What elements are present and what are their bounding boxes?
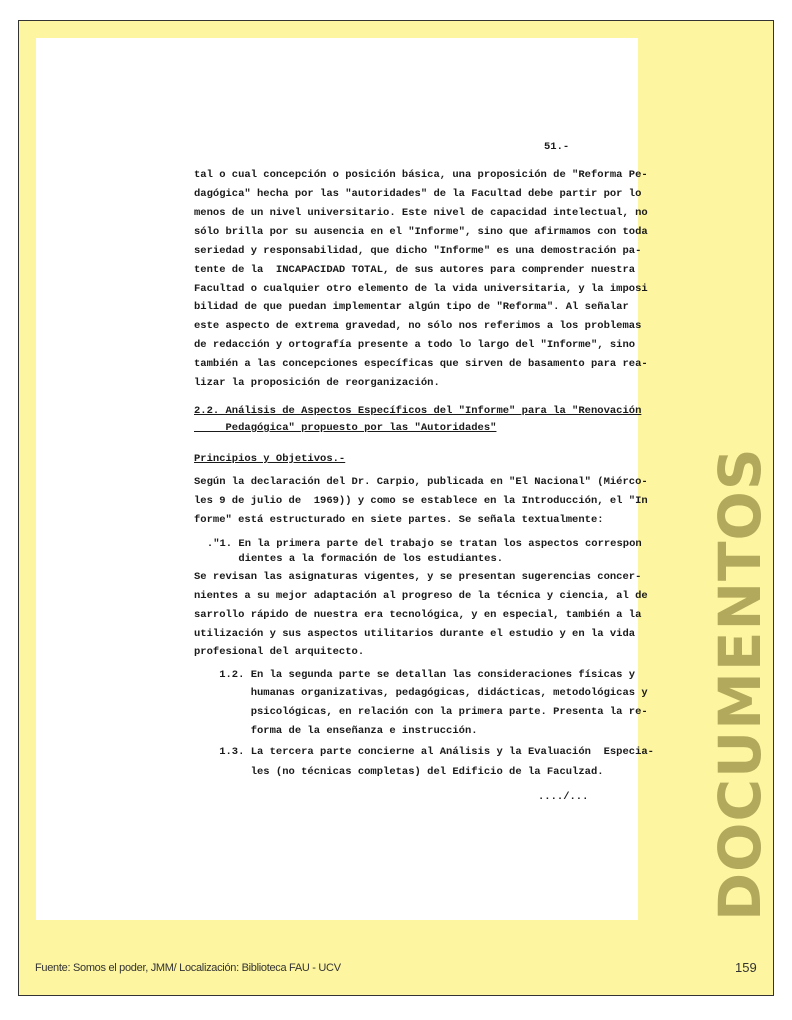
list-item: 1.3. La tercera parte concierne al Análisis y la Evaluación Especia- — [194, 746, 654, 758]
text-line: les 9 de julio de 1969)) y como se establece en la Introducción, el "In — [194, 495, 648, 507]
text-line: nientes a su mejor adaptación al progreso de la técnica y ciencia, al de — [194, 590, 648, 602]
text-line: profesional del arquitecto. — [194, 646, 365, 658]
text-line: menos de un nivel universitario. Este nivel de capacidad intelectual, no — [194, 207, 648, 219]
text-line: Según la declaración del Dr. Carpio, publicada en "El Nacional" (Miérco- — [194, 476, 648, 488]
list-item: ."1. En la primera parte del trabajo se tratan los aspectos correspon — [188, 538, 642, 550]
text-line: sólo brilla por su ausencia en el "Informe", sino que afirmamos con toda — [194, 226, 648, 238]
section-heading: Pedagógica" propuesto por las "Autoridades" — [194, 422, 497, 434]
page-number: 159 — [735, 960, 757, 975]
text-line: de redacción y ortografía presente a todo lo largo del "Informe", sino — [194, 339, 636, 351]
text-line: dagógica" hecha por las "autoridades" de la Facultad debe partir por lo — [194, 188, 642, 200]
section-heading: 2.2. Análisis de Aspectos Específicos del "Informe" para la "Renovación — [194, 405, 642, 417]
text-line: lizar la proposición de reorganización. — [194, 377, 440, 389]
text-line: Facultad o cualquier otro elemento de la vida universitaria, y la imposi — [194, 283, 648, 295]
list-item: humanas organizativas, pedagógicas, didácticas, metodológicas y — [194, 687, 648, 699]
list-item: les (no técnicas completas) del Edificio de la Faculzad. — [194, 766, 604, 778]
text-line: seriedad y responsabilidad, que dicho "Informe" es una demostración pa- — [194, 245, 642, 257]
text-line: tente de la INCAPACIDAD TOTAL, de sus autores para comprender nuestra — [194, 264, 636, 276]
text-line: sarrollo rápido de nuestra era tecnológica, y en especial, también a la — [194, 609, 642, 621]
subheading: Principios y Objetivos.- — [194, 453, 346, 465]
text-line: forme" está estructurado en siete partes. Se señala textualmente: — [194, 514, 604, 526]
list-item: psicológicas, en relación con la primera parte. Presenta la re- — [194, 706, 648, 718]
continuation-mark: ..../... — [538, 791, 589, 803]
list-item: forma de la enseñanza e instrucción. — [194, 725, 478, 737]
scanned-document — [36, 38, 654, 920]
list-item: dientes a la formación de los estudiantes. — [188, 553, 504, 565]
text-line: bilidad de que puedan implementar algún tipo de "Reforma". Al señalar — [194, 301, 629, 313]
text-line: tal o cual concepción o posición básica, una proposición de "Reforma Pe- — [194, 169, 648, 181]
source-caption: Fuente: Somos el poder, JMM/ Localización: Biblioteca FAU - UCV — [35, 962, 341, 974]
page-reference: 51.- — [544, 141, 570, 153]
text-line: utilización y sus aspectos utilitarios durante el estudio y en la vida — [194, 628, 636, 640]
text-line: Se revisan las asignaturas vigentes, y se presentan sugerencias concer- — [194, 571, 642, 583]
text-line: este aspecto de extrema gravedad, no sólo nos referimos a los problemas — [194, 320, 642, 332]
text-line: también a las concepciones específicas que sirven de basamento para rea- — [194, 358, 648, 370]
list-item: 1.2. En la segunda parte se detallan las consideraciones físicas y — [194, 669, 636, 681]
section-label: DOCUMENTOS — [706, 447, 774, 921]
